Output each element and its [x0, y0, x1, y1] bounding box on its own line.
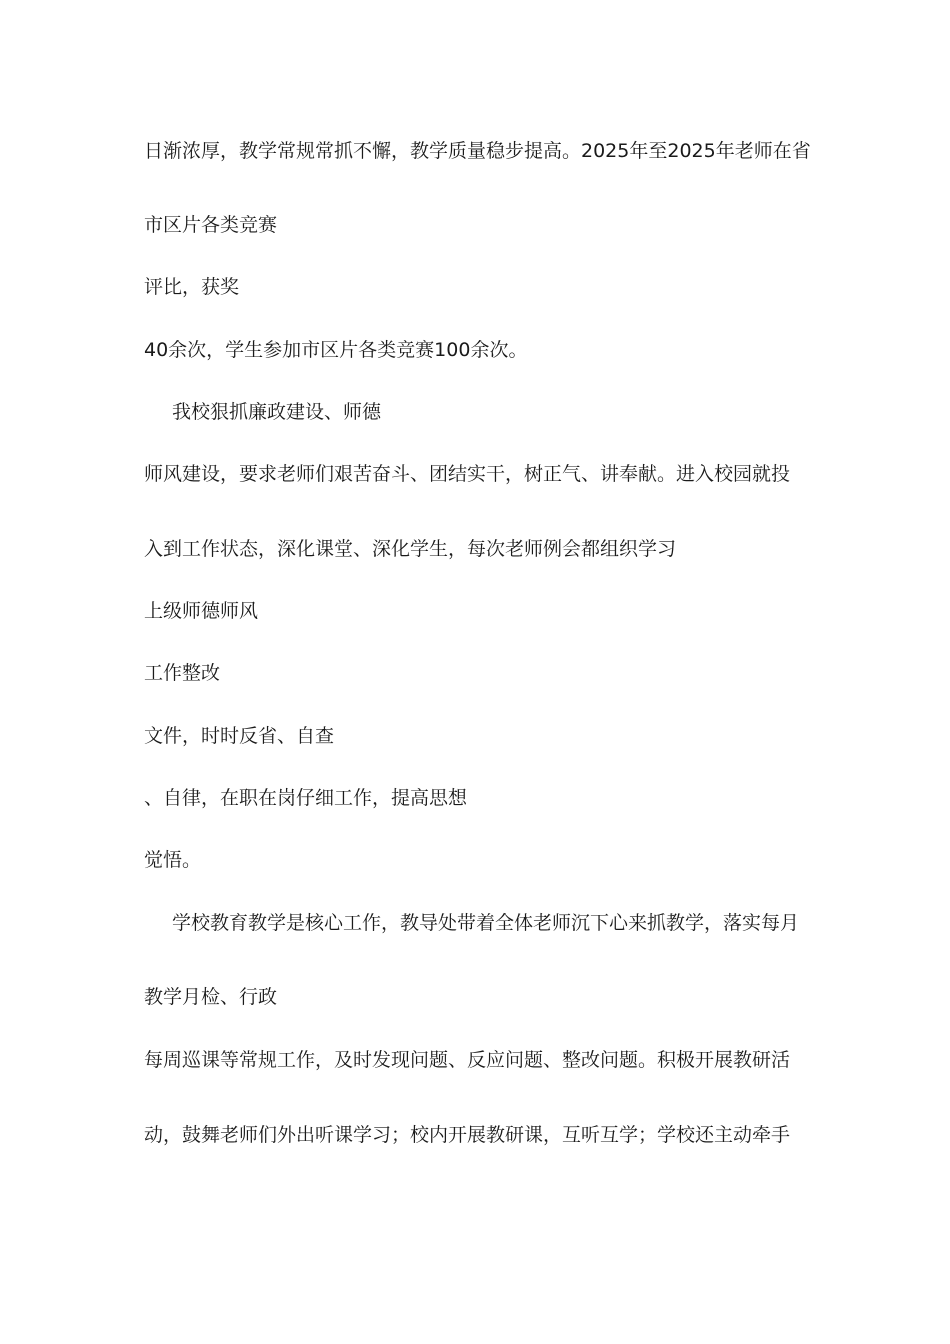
text-line: 评比，获奖	[144, 276, 240, 298]
paragraph-start-line: 学校教育教学是核心工作，教导处带着全体老师沉下心来抓教学，落实每月	[172, 912, 800, 934]
text-line: 动，鼓舞老师们外出听课学习；校内开展教研课，互听互学；学校还主动牵手	[144, 1124, 791, 1146]
text-line: 、自律，在职在岗仔细工作，提高思想	[144, 787, 468, 809]
text-line: 40余次，学生参加市区片各类竞赛100余次。	[144, 339, 528, 361]
text-line: 每周巡课等常规工作，及时发现问题、反应问题、整改问题。积极开展教研活	[144, 1049, 791, 1071]
text-line: 日渐浓厚，教学常规常抓不懈，教学质量稳步提高。2025年至2025年老师在省	[144, 140, 811, 162]
text-line: 文件，时时反省、自查	[144, 725, 335, 747]
paragraph-start-line: 我校狠抓廉政建设、师德	[172, 401, 382, 423]
text-line: 教学月检、行政	[144, 986, 278, 1008]
text-line: 入到工作状态，深化课堂、深化学生，每次老师例会都组织学习	[144, 538, 677, 560]
text-line: 师风建设，要求老师们艰苦奋斗、团结实干，树正气、讲奉献。进入校园就投	[144, 463, 791, 485]
text-line: 工作整改	[144, 662, 221, 684]
text-line: 觉悟。	[144, 849, 202, 871]
text-line: 上级师德师风	[144, 600, 259, 622]
text-line: 市区片各类竞赛	[144, 214, 278, 236]
